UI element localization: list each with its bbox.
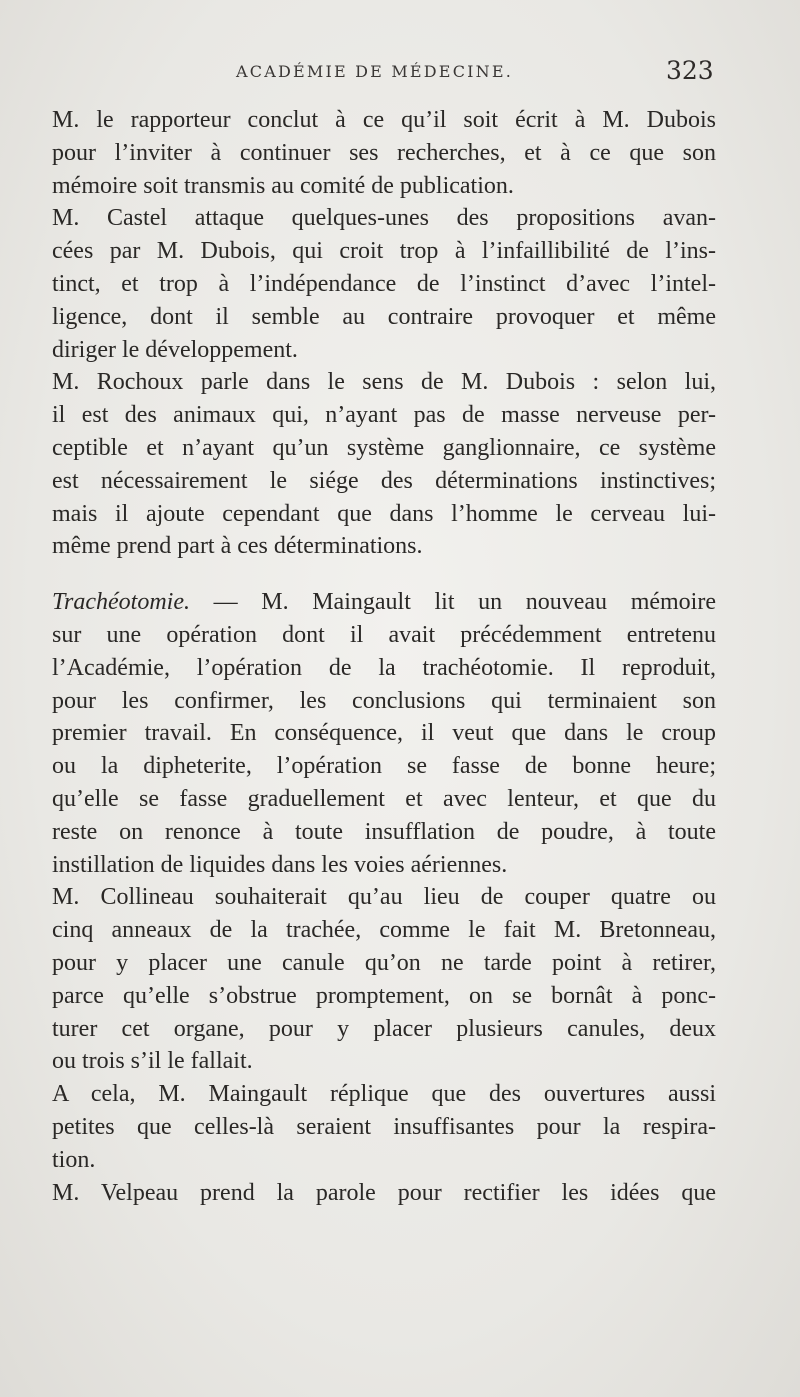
body-text <box>52 104 716 1209</box>
section-heading-tracheotomie: Trachéotomie. <box>52 589 190 616</box>
text-line: mais il ajoute cependant que dans l’homme le cerveau lui- <box>52 500 716 527</box>
text-line: instillation de liquides dans les voies aériennes. <box>52 851 508 878</box>
text-line: M. le rapporteur conclut à ce qu’il soit écrit à M. Dubois <box>52 107 716 133</box>
text-line: ligence, dont il semble au contraire provoquer et même <box>52 303 716 330</box>
page-number: 323 <box>666 56 714 85</box>
text-line: pour l’inviter à continuer ses recherches, et à ce que son <box>52 139 716 166</box>
text-line: parce qu’elle s’obstrue promptement, on se bornât à ponc- <box>52 982 716 1009</box>
text-run: — M. Maingault lit un nouveau mémoire <box>190 589 716 616</box>
text-line: qu’elle se fasse graduellement et avec lenteur, et que du <box>52 785 716 812</box>
text-line: diriger le développement. <box>52 336 298 363</box>
paragraph-velpeau <box>52 1177 716 1210</box>
section-gap <box>52 563 716 586</box>
text-line: il est des animaux qui, n’ayant pas de masse nerveuse per- <box>52 402 716 429</box>
text-line: M. Rochoux parle dans le sens de M. Dubois : selon lui, <box>52 369 716 396</box>
text-line <box>52 586 716 619</box>
paragraph-tracheotomie <box>52 586 716 881</box>
text-line: A cela, M. Maingault réplique que des ouvertures aussi <box>52 1081 716 1108</box>
text-line: tinct, et trop à l’indépendance de l’instinct d’avec l’intel- <box>52 270 716 297</box>
text-line: petites que celles-là seraient insuffisantes pour la respira- <box>52 1113 716 1140</box>
text-line: sur une opération dont il avait précédemment entretenu <box>52 621 716 648</box>
text-line: turer cet organe, pour y placer plusieurs canules, deux <box>52 1015 716 1042</box>
text-line: M. Velpeau prend la parole pour rectifier les idées que <box>52 1179 716 1206</box>
text-line: reste on renonce à toute insufflation de poudre, à toute <box>52 818 716 845</box>
text-line: M. Collineau souhaiterait qu’au lieu de couper quatre ou <box>52 884 716 911</box>
text-line: pour les confirmer, les conclusions qui terminaient son <box>52 687 716 714</box>
text-line: ou la dipheterite, l’opération se fasse de bonne heure; <box>52 753 716 780</box>
text-line: premier travail. En conséquence, il veut que dans le croup <box>52 720 716 747</box>
paragraph-rochoux <box>52 366 716 563</box>
text-line: ou trois s’il le fallait. <box>52 1048 253 1075</box>
text-line: mémoire soit transmis au comité de publication. <box>52 172 514 199</box>
text-line: tion. <box>52 1146 96 1173</box>
paragraph-maingault-reply <box>52 1078 716 1176</box>
text-line: l’Académie, l’opération de la trachéotomie. Il reproduit, <box>52 654 716 681</box>
paragraph-rapporteur <box>52 104 716 202</box>
text-line: M. Castel attaque quelques-unes des propositions avan- <box>52 205 716 232</box>
text-line: ceptible et n’ayant qu’un système ganglionnaire, ce système <box>52 434 716 461</box>
paragraph-collineau <box>52 881 716 1078</box>
paragraph-castel <box>52 202 716 366</box>
running-title: ACADÉMIE DE MÉDECINE. <box>236 62 514 81</box>
text-line: pour y placer une canule qu’on ne tarde point à retirer, <box>52 949 716 976</box>
text-line: cées par M. Dubois, qui croit trop à l’infaillibilité de l’ins- <box>52 238 716 265</box>
text-line: cinq anneaux de la trachée, comme le fait M. Bretonneau, <box>52 917 716 944</box>
text-line: est nécessairement le siége des déterminations instinctives; <box>52 467 716 494</box>
text-line: même prend part à ces déterminations. <box>52 533 423 560</box>
